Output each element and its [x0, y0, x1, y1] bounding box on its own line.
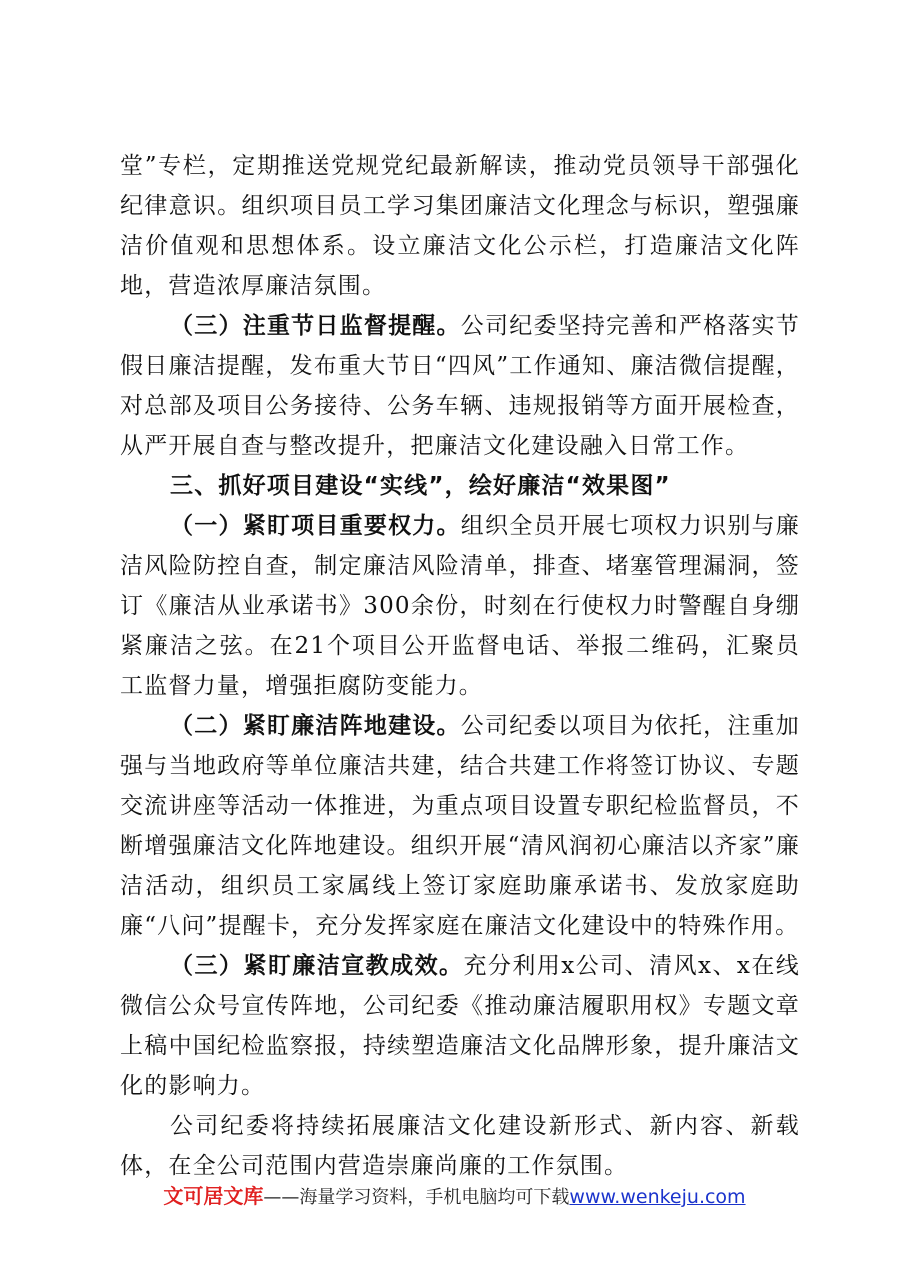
paragraph-3-body: 组织全员开展七项权力识别与廉洁风险防控自查，制定廉洁风险清单，排查、堵塞管理漏洞，签订《廉洁从业承诺书》300余份，时刻在行使权力时警醒自身绷紧廉洁之弦。在21个项目公开监督电话、举报二维码，汇聚员工监督力量，增强拒腐防变能力。: [120, 513, 800, 699]
paragraph-2-lead: （三）注重节日监督提醒。: [170, 312, 461, 339]
paragraph-5: [120, 946, 800, 1106]
paragraph-6: 公司纪委将持续拓展廉洁文化建设新形式、新内容、新载体，在全公司范围内营造崇廉尚廉的工作氛围。: [120, 1113, 800, 1179]
paragraph-1: 堂”专栏，定期推送党规党纪最新解读，推动党员领导干部强化纪律意识。组织项目员工学习集团廉洁文化理念与标识，塑强廉洁价值观和思想体系。设立廉洁文化公示栏，打造廉洁文化阵地，营造浓厚廉洁氛围。: [120, 153, 800, 299]
document-body: [120, 146, 800, 1186]
paragraph-5-body: 充分利用x公司、清风x、x在线微信公众号宣传阵地，公司纪委《推动廉洁履职用权》专题文章上稿中国纪检监察报，持续塑造廉洁文化品牌形象，提升廉洁文化的影响力。: [120, 953, 800, 1099]
footer-brand: 文可居文库: [163, 1184, 264, 1208]
paragraph-2-body: 公司纪委坚持完善和严格落实节假日廉洁提醒，发布重大节日“四风”工作通知、廉洁微信提醒，对总部及项目公务接待、公务车辆、违规报销等方面开展检查，从严开展自查与整改提升，把廉洁文化建设融入日常工作。: [120, 313, 800, 459]
paragraph-2: [120, 306, 800, 466]
paragraph-4: [120, 706, 800, 946]
section-heading-3: 三、抓好项目建设“实线”，绘好廉洁“效果图”: [170, 473, 671, 499]
paragraph-4-lead: （二）紧盯廉洁阵地建设。: [170, 712, 461, 739]
footer-banner: [0, 1180, 909, 1209]
paragraph-3-lead: （一）紧盯项目重要权力。: [170, 512, 461, 539]
footer-website-link[interactable]: www.wenkeju.com: [569, 1186, 746, 1208]
paragraph-4-body: 公司纪委以项目为依托，注重加强与当地政府等单位廉洁共建，结合共建工作将签订协议、专题交流讲座等活动一体推进，为重点项目设置专职纪检监督员，不断增强廉洁文化阵地建设。组织开展“清风润初心廉洁以齐家”廉洁活动，组织员工家属线上签订家庭助廉承诺书、发放家庭助廉“八问”提醒卡，充分发挥家庭在廉洁文化建设中的特殊作用。: [120, 713, 800, 939]
paragraph-3: [120, 506, 800, 706]
paragraph-5-lead: （三）紧盯廉洁宣教成效。: [170, 952, 464, 979]
footer-tagline: ——海量学习资料，手机电脑均可下载: [263, 1187, 570, 1208]
